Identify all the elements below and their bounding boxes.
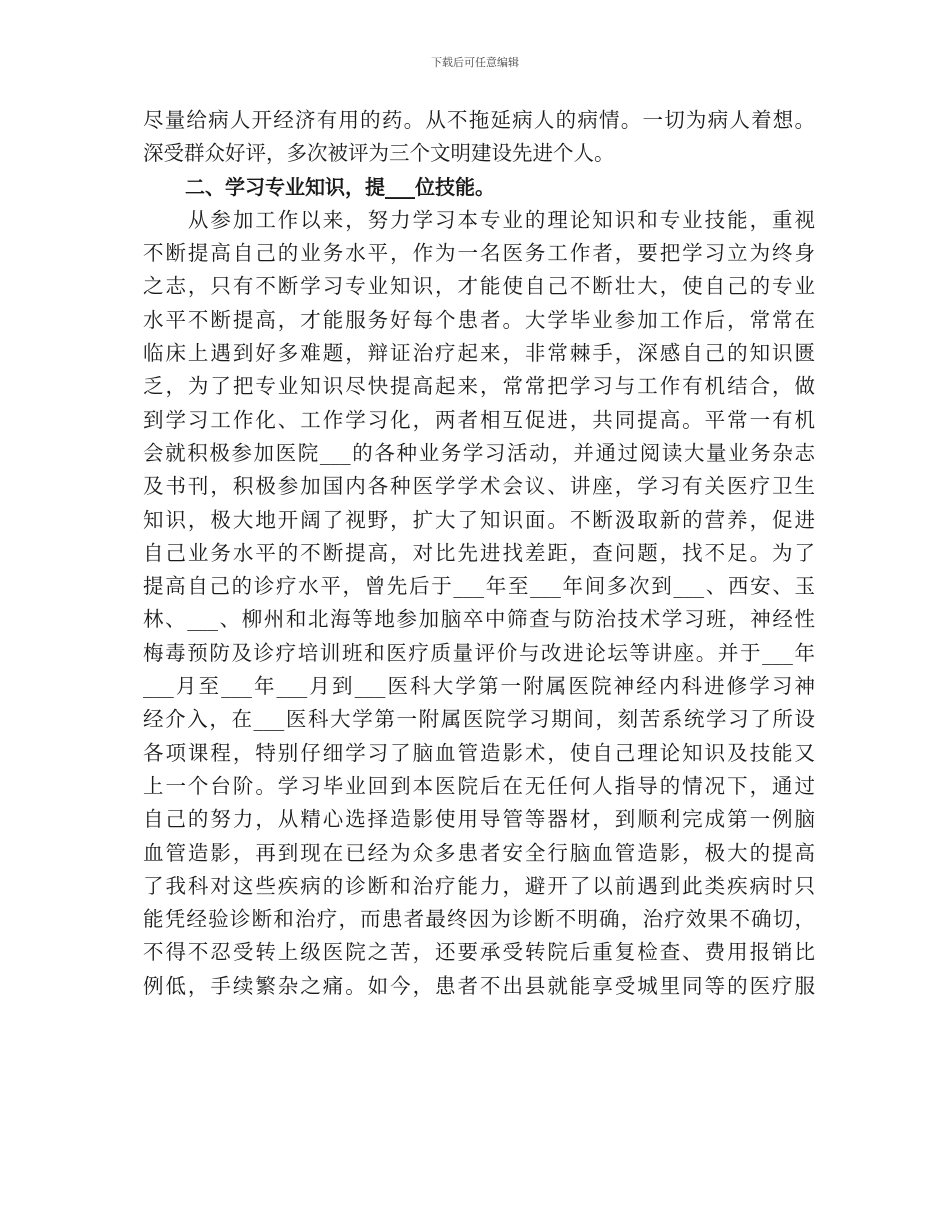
paragraph-line: 知识，极大地开阔了视野，扩大了知识面。不断汲取新的营养，促进 — [143, 507, 815, 532]
paragraph-line: ___月至___年___月到___医科大学第一附属医院神经内科进修学习神 — [143, 674, 815, 699]
paragraph-line: 尽量给病人开经济有用的药。从不拖延病人的病情。一切为病人着想。 — [143, 108, 815, 132]
paragraph-line: 自己的努力，从精心选择造影使用导管等器材，到顺利完成第一例脑 — [143, 807, 815, 832]
paragraph-line: 乏，为了把专业知识尽快提高起来，常常把学习与工作有机结合，做 — [143, 374, 815, 399]
paragraph-line: 提高自己的诊疗水平，曾先后于___年至___年间多次到___、西安、玉 — [143, 574, 815, 599]
paragraph-line: 例低，手续繁杂之痛。如今，患者不出县就能享受城里同等的医疗服 — [143, 973, 815, 998]
paragraph-line: 自己业务水平的不断提高，对比先进找差距，查问题，找不足。为了 — [143, 540, 815, 565]
paragraph-line: 到学习工作化、工作学习化，两者相互促进，共同提高。平常一有机 — [143, 407, 815, 432]
document-body — [143, 104, 815, 1003]
paragraph-line: 水平不断提高，才能服务好每个患者。大学毕业参加工作后，常常在 — [143, 307, 815, 332]
paragraph-line: 之志，只有不断学习专业知识，才能使自己不断壮大，使自己的专业 — [143, 274, 815, 299]
paragraph-line: 各项课程，特别仔细学习了脑血管造影术，使自己理论知识及技能又 — [143, 740, 815, 765]
paragraph-line: 从参加工作以来，努力学习本专业的理论知识和专业技能，重视 — [143, 207, 815, 232]
paragraph-line: 深受群众好评，多次被评为三个文明建设先进个人。 — [143, 141, 615, 166]
paragraph-line: 及书刊，积极参加国内各种医学学术会议、讲座，学习有关医疗卫生 — [143, 474, 815, 499]
paragraph-line: 血管造影，再到现在已经为众多患者安全行脑血管造影，极大的提高 — [143, 840, 815, 865]
paragraph-line: 上一个台阶。学习毕业回到本医院后在无任何人指导的情况下，通过 — [143, 773, 815, 798]
paragraph-line: 能凭经验诊断和治疗，而患者最终因为诊断不明确，治疗效果不确切， — [143, 907, 815, 932]
paragraph-line: 林、___、柳州和北海等地参加脑卒中筛查与防治技术学习班，神经性 — [143, 607, 815, 632]
page-header: 下载后可任意编辑 — [431, 56, 519, 69]
paragraph-line: 会就积极参加医院___的各种业务学习活动，并通过阅读大量业务杂志 — [143, 440, 815, 465]
section-heading: 二、学习专业知识，提___位技能。 — [185, 174, 495, 199]
paragraph-line: 了我科对这些疾病的诊断和治疗能力，避开了以前遇到此类疾病时只 — [143, 873, 815, 898]
paragraph-line: 经介入，在___医科大学第一附属医院学习期间，刻苦系统学习了所设 — [143, 707, 815, 732]
paragraph-line: 梅毒预防及诊疗培训班和医疗质量评价与改进论坛等讲座。并于___年 — [143, 640, 815, 665]
paragraph-line: 临床上遇到好多难题，辩证治疗起来，非常棘手，深感自己的知识匮 — [143, 341, 815, 366]
paragraph-line: 不断提高自己的业务水平，作为一名医务工作者，要把学习立为终身 — [143, 241, 815, 266]
paragraph-line: 不得不忍受转上级医院之苦，还要承受转院后重复检查、费用报销比 — [143, 940, 815, 965]
